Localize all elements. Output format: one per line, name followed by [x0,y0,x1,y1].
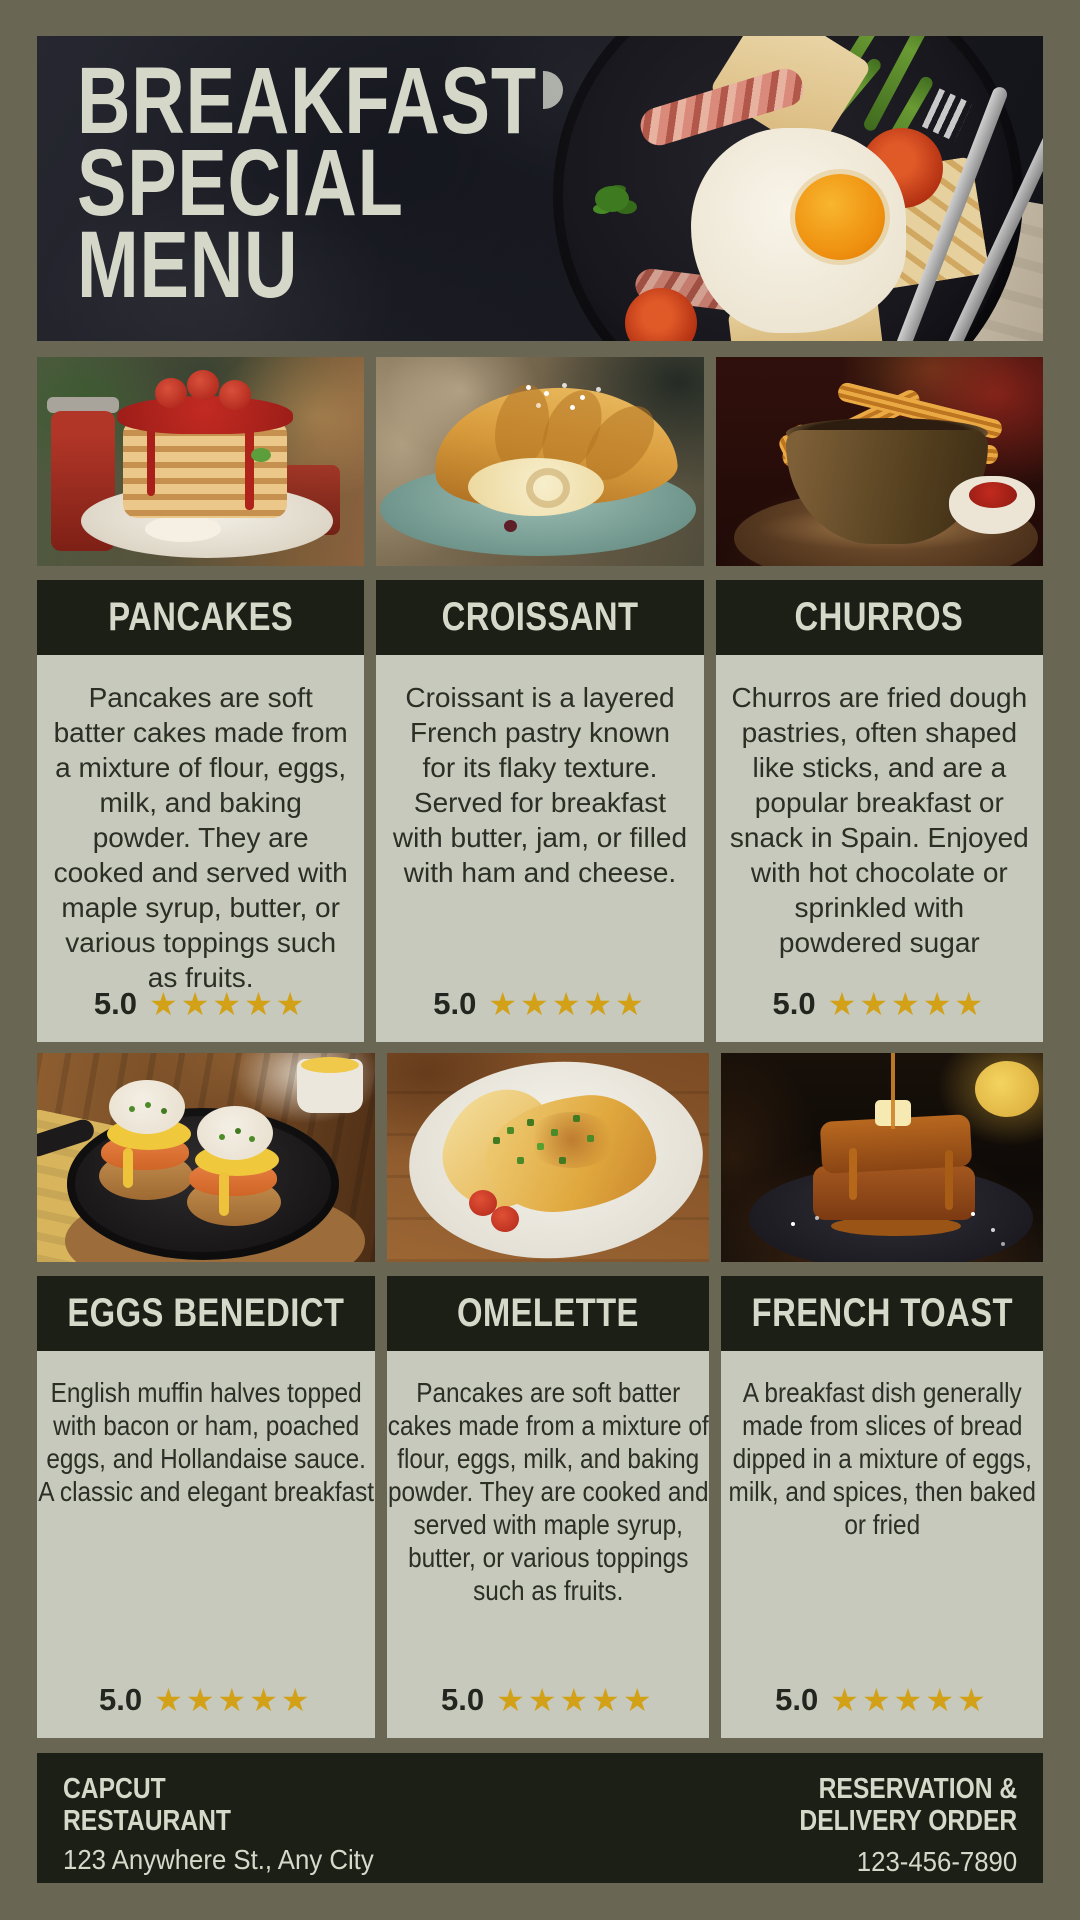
phone-number: 123-456-7890 [856,1846,1017,1877]
churros-photo [716,357,1043,566]
lemon-shape [975,1061,1039,1117]
title-line: MENU [77,212,299,318]
toasted-patch-shape [527,1112,617,1168]
item-panel [387,1351,709,1738]
strawberry-shape [219,380,251,410]
item-title: CHURROS [794,595,964,639]
sauce-cup-shape [301,1057,359,1073]
footer-bar [37,1753,1043,1883]
strawberry-shape [187,370,219,400]
page-title [77,48,667,318]
menu-card-french-toast [721,1053,1043,1738]
item-title: PANCAKES [108,595,294,639]
title-line: SPECIAL [77,130,404,236]
header-banner [37,36,1043,341]
item-panel [376,655,703,1042]
footer-brand-block [63,1773,401,1883]
rating-score: 5.0 [772,986,816,1021]
rating-score: 5.0 [433,986,477,1021]
address-text: 123 Anywhere St., Any City [63,1844,374,1875]
sugar-speck-shape [791,1222,795,1226]
star-icons: ★★★★★ [154,1681,313,1719]
syrup-drip-shape [849,1148,857,1200]
item-title: FRENCH TOAST [751,1291,1013,1335]
menu-row-1 [37,357,1043,1042]
rating-score: 5.0 [99,1682,143,1717]
pancakes-photo [37,357,364,566]
mint-leaf-shape [251,448,271,462]
french-toast-photo [721,1053,1043,1262]
item-rating [387,1682,709,1718]
star-icons: ★★★★★ [149,985,308,1023]
omelette-photo [387,1053,709,1262]
item-title-bar [376,580,703,655]
item-description: English muffin halves topped with bacon or ham, poached eggs, and Hollandaise sauce. A classic and elegant breakfast [37,1377,374,1507]
syrup-shape [117,396,293,434]
star-icons: ★★★★★ [488,985,647,1023]
strawberry-shape [155,378,187,408]
item-title-bar [37,580,364,655]
brand-name-line: RESTAURANT [63,1805,231,1837]
star-icons: ★★★★★ [830,1681,989,1719]
footer-contact-block [761,1773,1017,1883]
star-icons: ★★★★★ [827,985,987,1023]
cream-shape [145,516,221,542]
poached-egg-shape [109,1080,185,1134]
item-panel [721,1351,1043,1738]
menu-poster [37,36,1043,1883]
sauce-shape [969,482,1017,508]
menu-card-eggs-benedict [37,1053,375,1738]
menu-row-2 [37,1053,1043,1738]
item-rating [37,986,364,1022]
egg-yolk-shape [795,174,885,260]
menu-card-pancakes [37,357,364,1042]
item-panel [37,655,364,1042]
cherry-tomato-shape [491,1206,519,1232]
item-description: A breakfast dish generally made from slices of bread dipped in a mixture of eggs, milk, and spices, then baked or fried [728,1377,1036,1540]
item-title-bar [721,1276,1043,1351]
item-title-bar [387,1276,709,1351]
item-rating [37,1682,375,1718]
menu-card-omelette [387,1053,709,1738]
poached-egg-shape [197,1106,273,1160]
item-title-bar [716,580,1043,655]
sauce-drip-shape [219,1172,229,1216]
item-description: Croissant is a layered French pastry known for its flaky texture. Served for breakfast with butter, jam, or filled with ham and cheese. [392,682,688,888]
item-rating [721,1682,1043,1718]
item-description: Churros are fried dough pastries, often shaped like sticks, and are a popular breakfast or snack in Spain. Enjoyed with hot chocolate or sprinkled with powdered sugar [729,682,1029,958]
star-icons: ★★★★★ [496,1681,655,1719]
rating-score: 5.0 [93,986,137,1021]
herbs-shape [507,1127,514,1134]
item-title-bar [37,1276,375,1351]
rating-score: 5.0 [775,1682,819,1717]
syrup-drip-shape [945,1150,953,1210]
syrup-stream-shape [891,1053,895,1129]
chives-shape [129,1106,135,1112]
item-description: Pancakes are soft batter cakes made from a mixture of flour, eggs, milk, and baking powder. They are cooked and served with maple syrup, butter, or various toppings such as fruits. [53,682,348,993]
item-title: CROISSANT [441,595,639,639]
sauce-drip-shape [123,1148,133,1188]
eggs-benedict-photo [37,1053,375,1262]
reservation-line: DELIVERY ORDER [799,1805,1017,1837]
menu-card-churros [716,357,1043,1042]
reservation-line: RESERVATION & [818,1773,1017,1805]
item-rating [716,986,1043,1022]
item-description: Pancakes are soft batter cakes made from a mixture of flour, eggs, milk, and baking powder. They are cooked and served with maple syrup, butter, or various toppings such as fruits. [387,1377,709,1606]
item-title: OMELETTE [456,1291,639,1335]
rating-score: 5.0 [440,1682,485,1717]
item-panel [37,1351,375,1738]
croissant-photo [376,357,703,566]
item-panel [716,655,1043,1042]
menu-card-croissant [376,357,703,1042]
item-title: EGGS BENEDICT [67,1291,345,1335]
title-line: BREAKFAST [77,48,537,154]
brand-name-line: CAPCUT [63,1773,166,1805]
item-rating [376,986,703,1022]
